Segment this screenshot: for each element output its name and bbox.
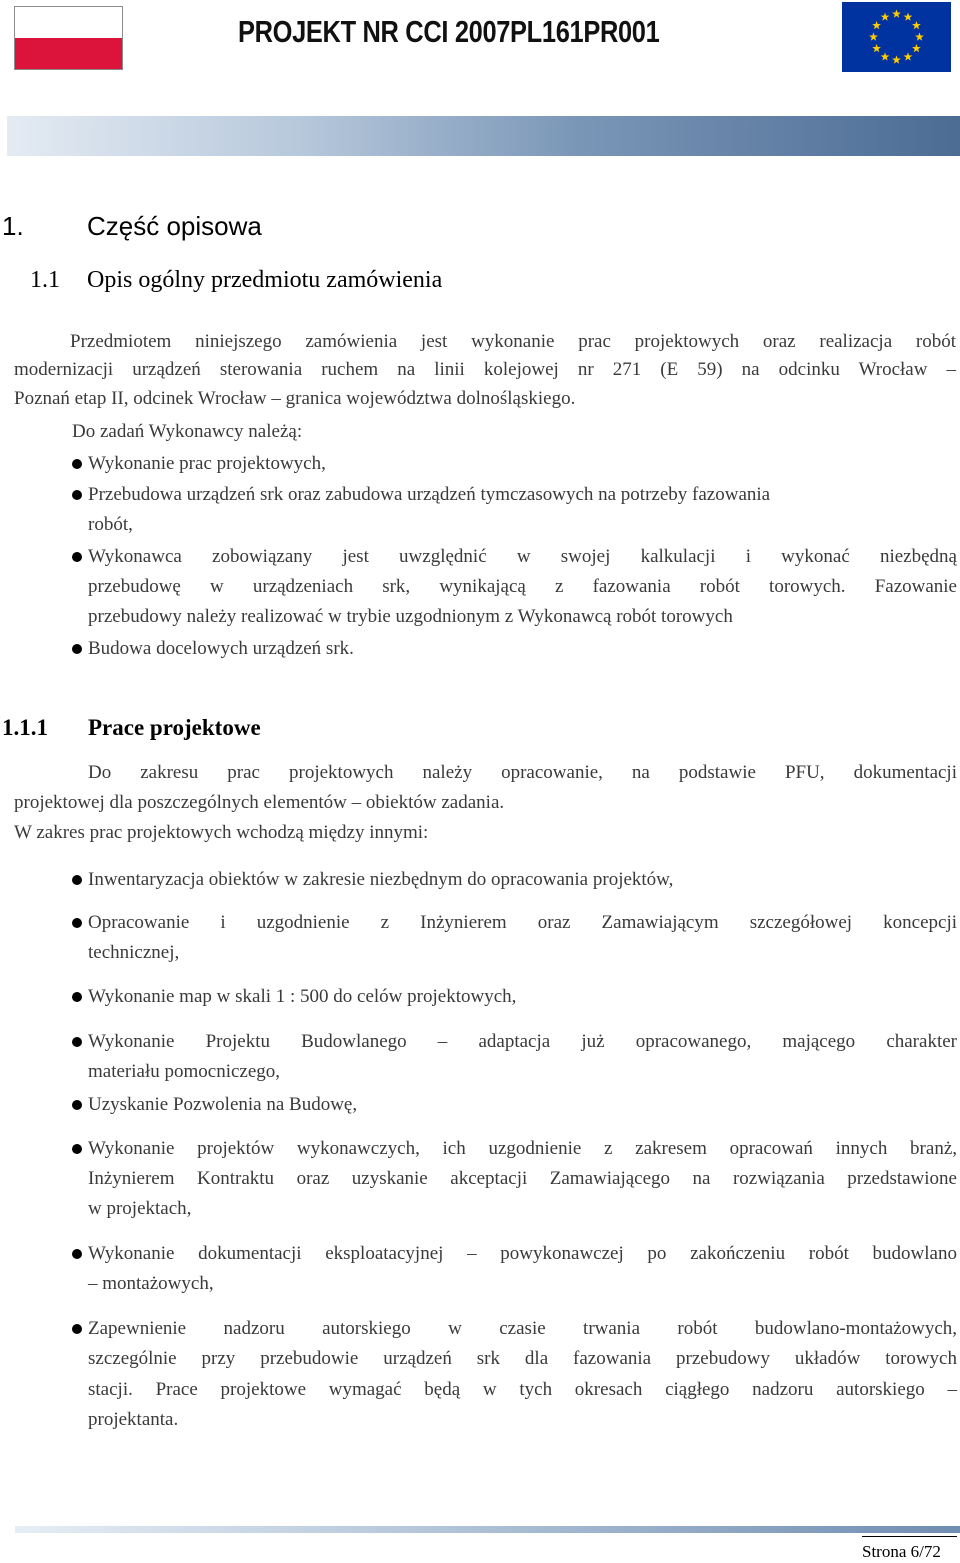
duty-item: Przebudowa urządzeń srk oraz zabudowa urządzeń tymczasowych na potrzeby fazowania	[88, 484, 771, 505]
task-item: materiału pomocniczego,	[88, 1061, 281, 1082]
task-item: w projektach,	[88, 1198, 192, 1219]
section-1-title: Część opisowa	[87, 211, 262, 241]
task-item: Wykonanie projektów wykonawczych, ich uzgodnienie z zakresem opracowań innych branż,	[88, 1138, 957, 1159]
task-item: Zapewnienie nadzoru autorskiego w czasie trwania robót budowlano-montażowych,	[88, 1318, 957, 1339]
eu-star-icon	[892, 55, 901, 63]
bullet-icon	[72, 1324, 82, 1334]
eu-star-icon	[912, 21, 921, 29]
intro-line: Poznań etap II, odcinek Wrocław – granica województwa dolnośląskiego.	[14, 388, 576, 409]
task-item: projektanta.	[88, 1409, 179, 1430]
scope-paragraph-line: Do zakresu prac projektowych należy opracowanie, na podstawie PFU, dokumentacji	[88, 762, 957, 783]
footer-divider	[862, 1536, 957, 1537]
task-item: Wykonanie map w skali 1 : 500 do celów projektowych,	[88, 986, 517, 1007]
task-item: Uzyskanie Pozwolenia na Budowę,	[88, 1094, 358, 1115]
task-item: technicznej,	[88, 942, 180, 963]
eu-flag	[842, 2, 951, 72]
section-1-number: 1.	[2, 211, 24, 241]
eu-stars-icon	[842, 2, 951, 72]
eu-star-icon	[881, 12, 890, 20]
bullet-icon	[72, 1249, 82, 1259]
eu-star-icon	[881, 52, 890, 60]
eu-star-icon	[904, 52, 913, 60]
intro-line: modernizacji urządzeń sterowania ruchem na linii kolejowej nr 271 (E 59) na odcinku Wrocław –	[14, 359, 956, 380]
task-item: szczególnie przy przebudowie urządzeń srk dla fazowania przebudowy układów torowych	[88, 1348, 957, 1369]
duty-item: Budowa docelowych urządzeń srk.	[88, 638, 354, 659]
task-item: – montażowych,	[88, 1273, 214, 1294]
bullet-icon	[72, 490, 82, 500]
bullet-icon	[72, 992, 82, 1002]
eu-star-icon	[872, 44, 881, 52]
footer-band	[15, 1526, 960, 1533]
duty-item: przebudowę w urządzeniach srk, wynikającą z fazowania robót torowych. Fazowanie	[88, 576, 957, 597]
task-item: Wykonanie Projektu Budowlanego – adaptacja już opracowanego, mającego charakter	[88, 1031, 957, 1052]
polish-flag	[14, 6, 123, 70]
intro-line: Przedmiotem niniejszego zamówienia jest wykonanie prac projektowych oraz realizacja robót	[70, 331, 956, 352]
duty-item: przebudowy należy realizować w trybie uzgodnionym z Wykonawcą robót torowych	[88, 606, 733, 627]
project-title: PROJEKT NR CCI 2007PL161PR001	[238, 14, 660, 49]
bullet-icon	[72, 552, 82, 562]
bullet-icon	[72, 1037, 82, 1047]
header-band	[7, 116, 960, 156]
page-number: Strona 6/72	[862, 1542, 941, 1561]
task-item: Inżynierem Kontraktu oraz uzyskanie akceptacji Zamawiającego na rozwiązania przedstawione	[88, 1168, 957, 1189]
eu-star-icon	[904, 12, 913, 20]
eu-star-icon	[869, 32, 878, 40]
task-item: Inwentaryzacja obiektów w zakresie niezbędnym do opracowania projektów,	[88, 869, 674, 890]
bullet-icon	[72, 1144, 82, 1154]
eu-star-icon	[912, 44, 921, 52]
section-1-1-number: 1.1	[30, 267, 60, 293]
bullet-icon	[72, 644, 82, 654]
task-item: Wykonanie dokumentacji eksploatacyjnej – powykonawczej po zakończeniu robót budowlano	[88, 1243, 957, 1264]
duty-item: robót,	[88, 514, 133, 535]
duty-item: Wykonawca zobowiązany jest uwzględnić w swojej kalkulacji i wykonać niezbędną	[88, 546, 957, 567]
section-1-1-1-title: Prace projektowe	[88, 715, 261, 740]
bullet-icon	[72, 459, 82, 469]
duty-item: Wykonanie prac projektowych,	[88, 453, 326, 474]
scope-label: W zakres prac projektowych wchodzą między innymi:	[14, 822, 429, 843]
section-1-1-1-number: 1.1.1	[2, 715, 48, 740]
bullet-icon	[72, 875, 82, 885]
eu-star-icon	[872, 21, 881, 29]
section-1-1-title: Opis ogólny przedmiotu zamówienia	[87, 267, 443, 293]
duties-label: Do zadań Wykonawcy należą:	[72, 421, 303, 442]
bullet-icon	[72, 918, 82, 928]
task-item: stacji. Prace projektowe wymagać będą w tych okresach ciągłego nadzoru autorskiego –	[88, 1379, 957, 1400]
eu-star-icon	[892, 9, 901, 17]
scope-paragraph-line: projektowej dla poszczególnych elementów – obiektów zadania.	[14, 792, 505, 813]
bullet-icon	[72, 1100, 82, 1110]
eu-star-icon	[915, 32, 924, 40]
task-item: Opracowanie i uzgodnienie z Inżynierem oraz Zamawiającym szczegółowej koncepcji	[88, 912, 957, 933]
